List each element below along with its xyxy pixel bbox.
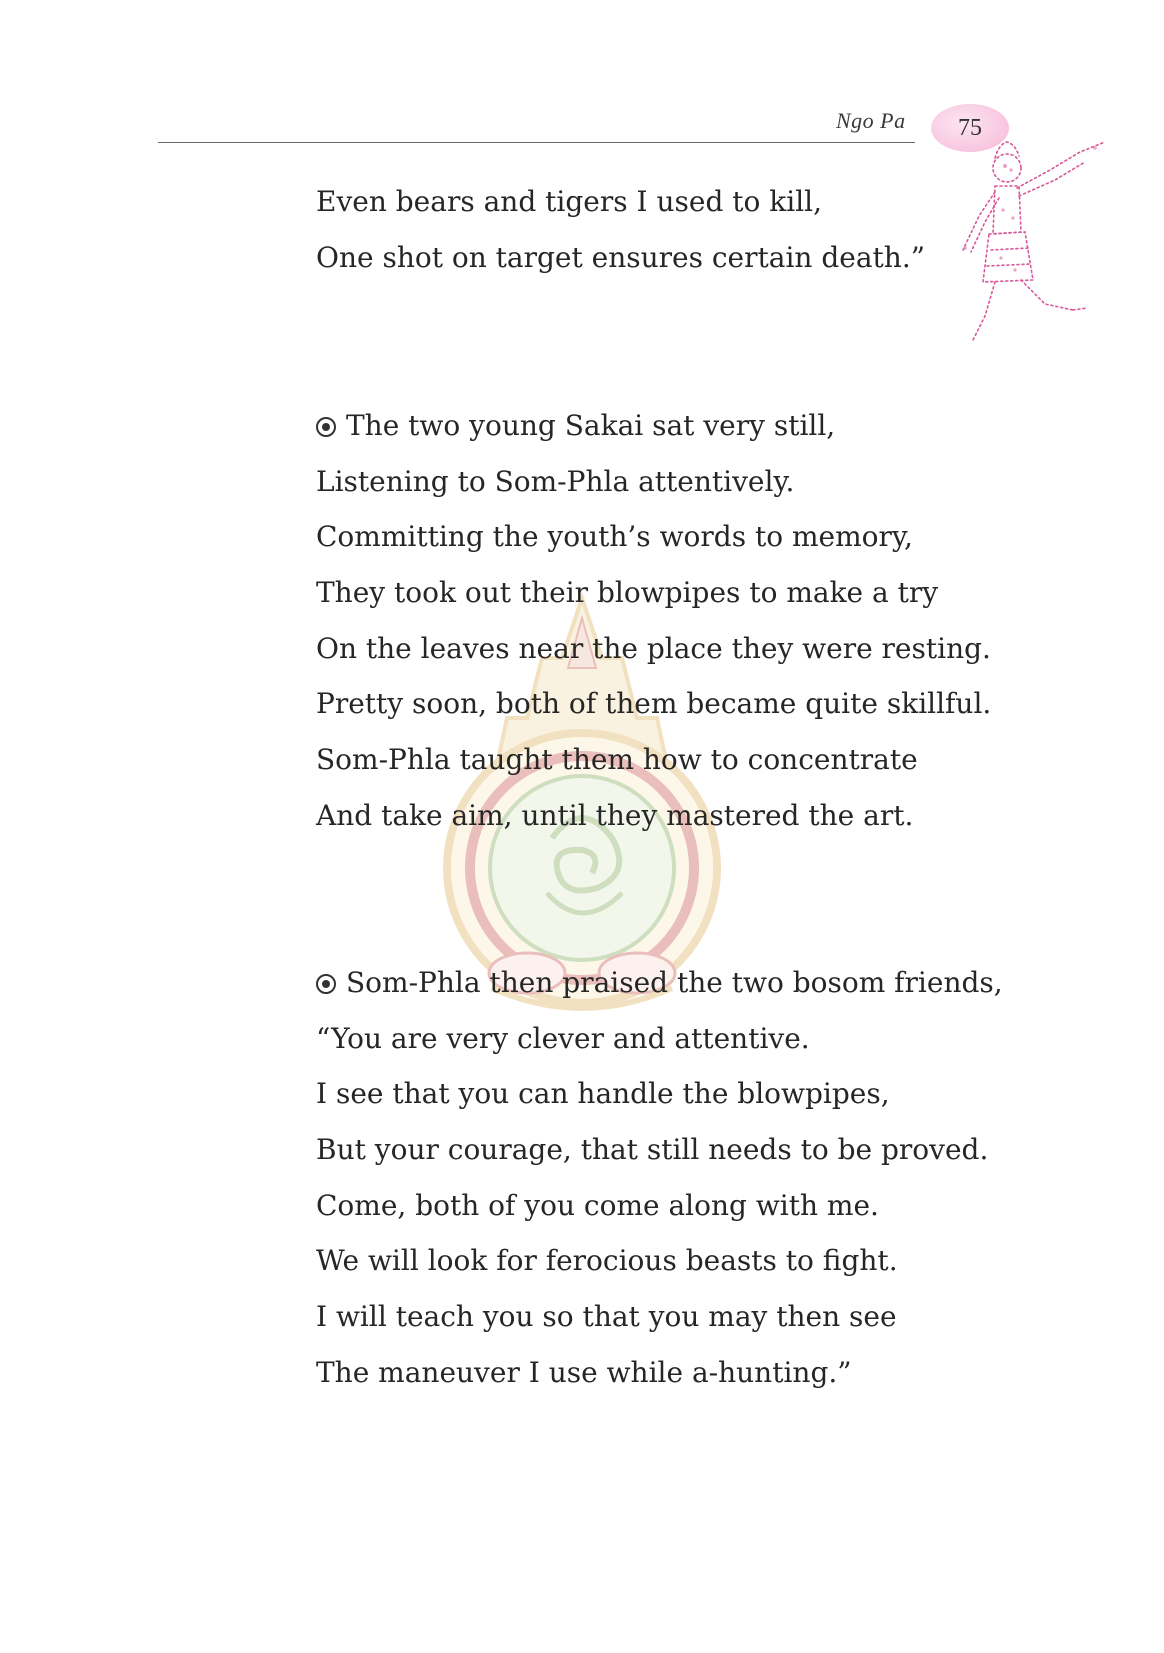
stanza-1 [316,174,1016,285]
stanza-3 [316,955,1016,1401]
verse-line: Committing the youth’s words to memory, [316,520,913,554]
verse-line: I will teach you so that you may then see [316,1300,897,1334]
verse-line: They took out their blowpipes to make a try [316,576,939,610]
verse-line: Pretty soon, both of them became quite skillful. [316,687,992,721]
verse-line-text: The two young Sakai sat very still, [346,409,836,442]
verse-line: On the leaves near the place they were resting. [316,631,991,665]
verse-line: One shot on target ensures certain death.” [316,240,926,274]
verse-line: And take aim, until they mastered the art. [316,798,914,832]
stanza-2 [316,398,1016,844]
verse-line: I see that you can handle the blowpipes, [316,1077,890,1111]
running-title: Ngo Pa [836,108,906,133]
page-number: 75 [958,114,982,141]
verse-line: We will look for ferocious beasts to fight. [316,1244,898,1278]
verse-line: But your courage, that still needs to be proved. [316,1133,989,1167]
verse-line: The maneuver I use while a-hunting.” [316,1355,852,1389]
verse-line: “You are very clever and attentive. [316,1021,810,1055]
verse-line-text: Som-Phla then praised the two bosom friends, [346,966,1003,999]
verse-line: Even bears and tigers I used to kill, [316,185,823,218]
fisheye-bullet-icon [316,417,336,437]
verse-line-first [316,955,1016,1011]
verse-line: Som-Phla taught them how to concentrate [316,743,918,777]
header-rule [158,142,915,143]
fisheye-bullet-icon [316,974,336,994]
verse-line: Come, both of you come along with me. [316,1188,879,1222]
verse-line: Listening to Som-Phla attentively. [316,464,795,498]
verse-line-first [316,398,1016,454]
